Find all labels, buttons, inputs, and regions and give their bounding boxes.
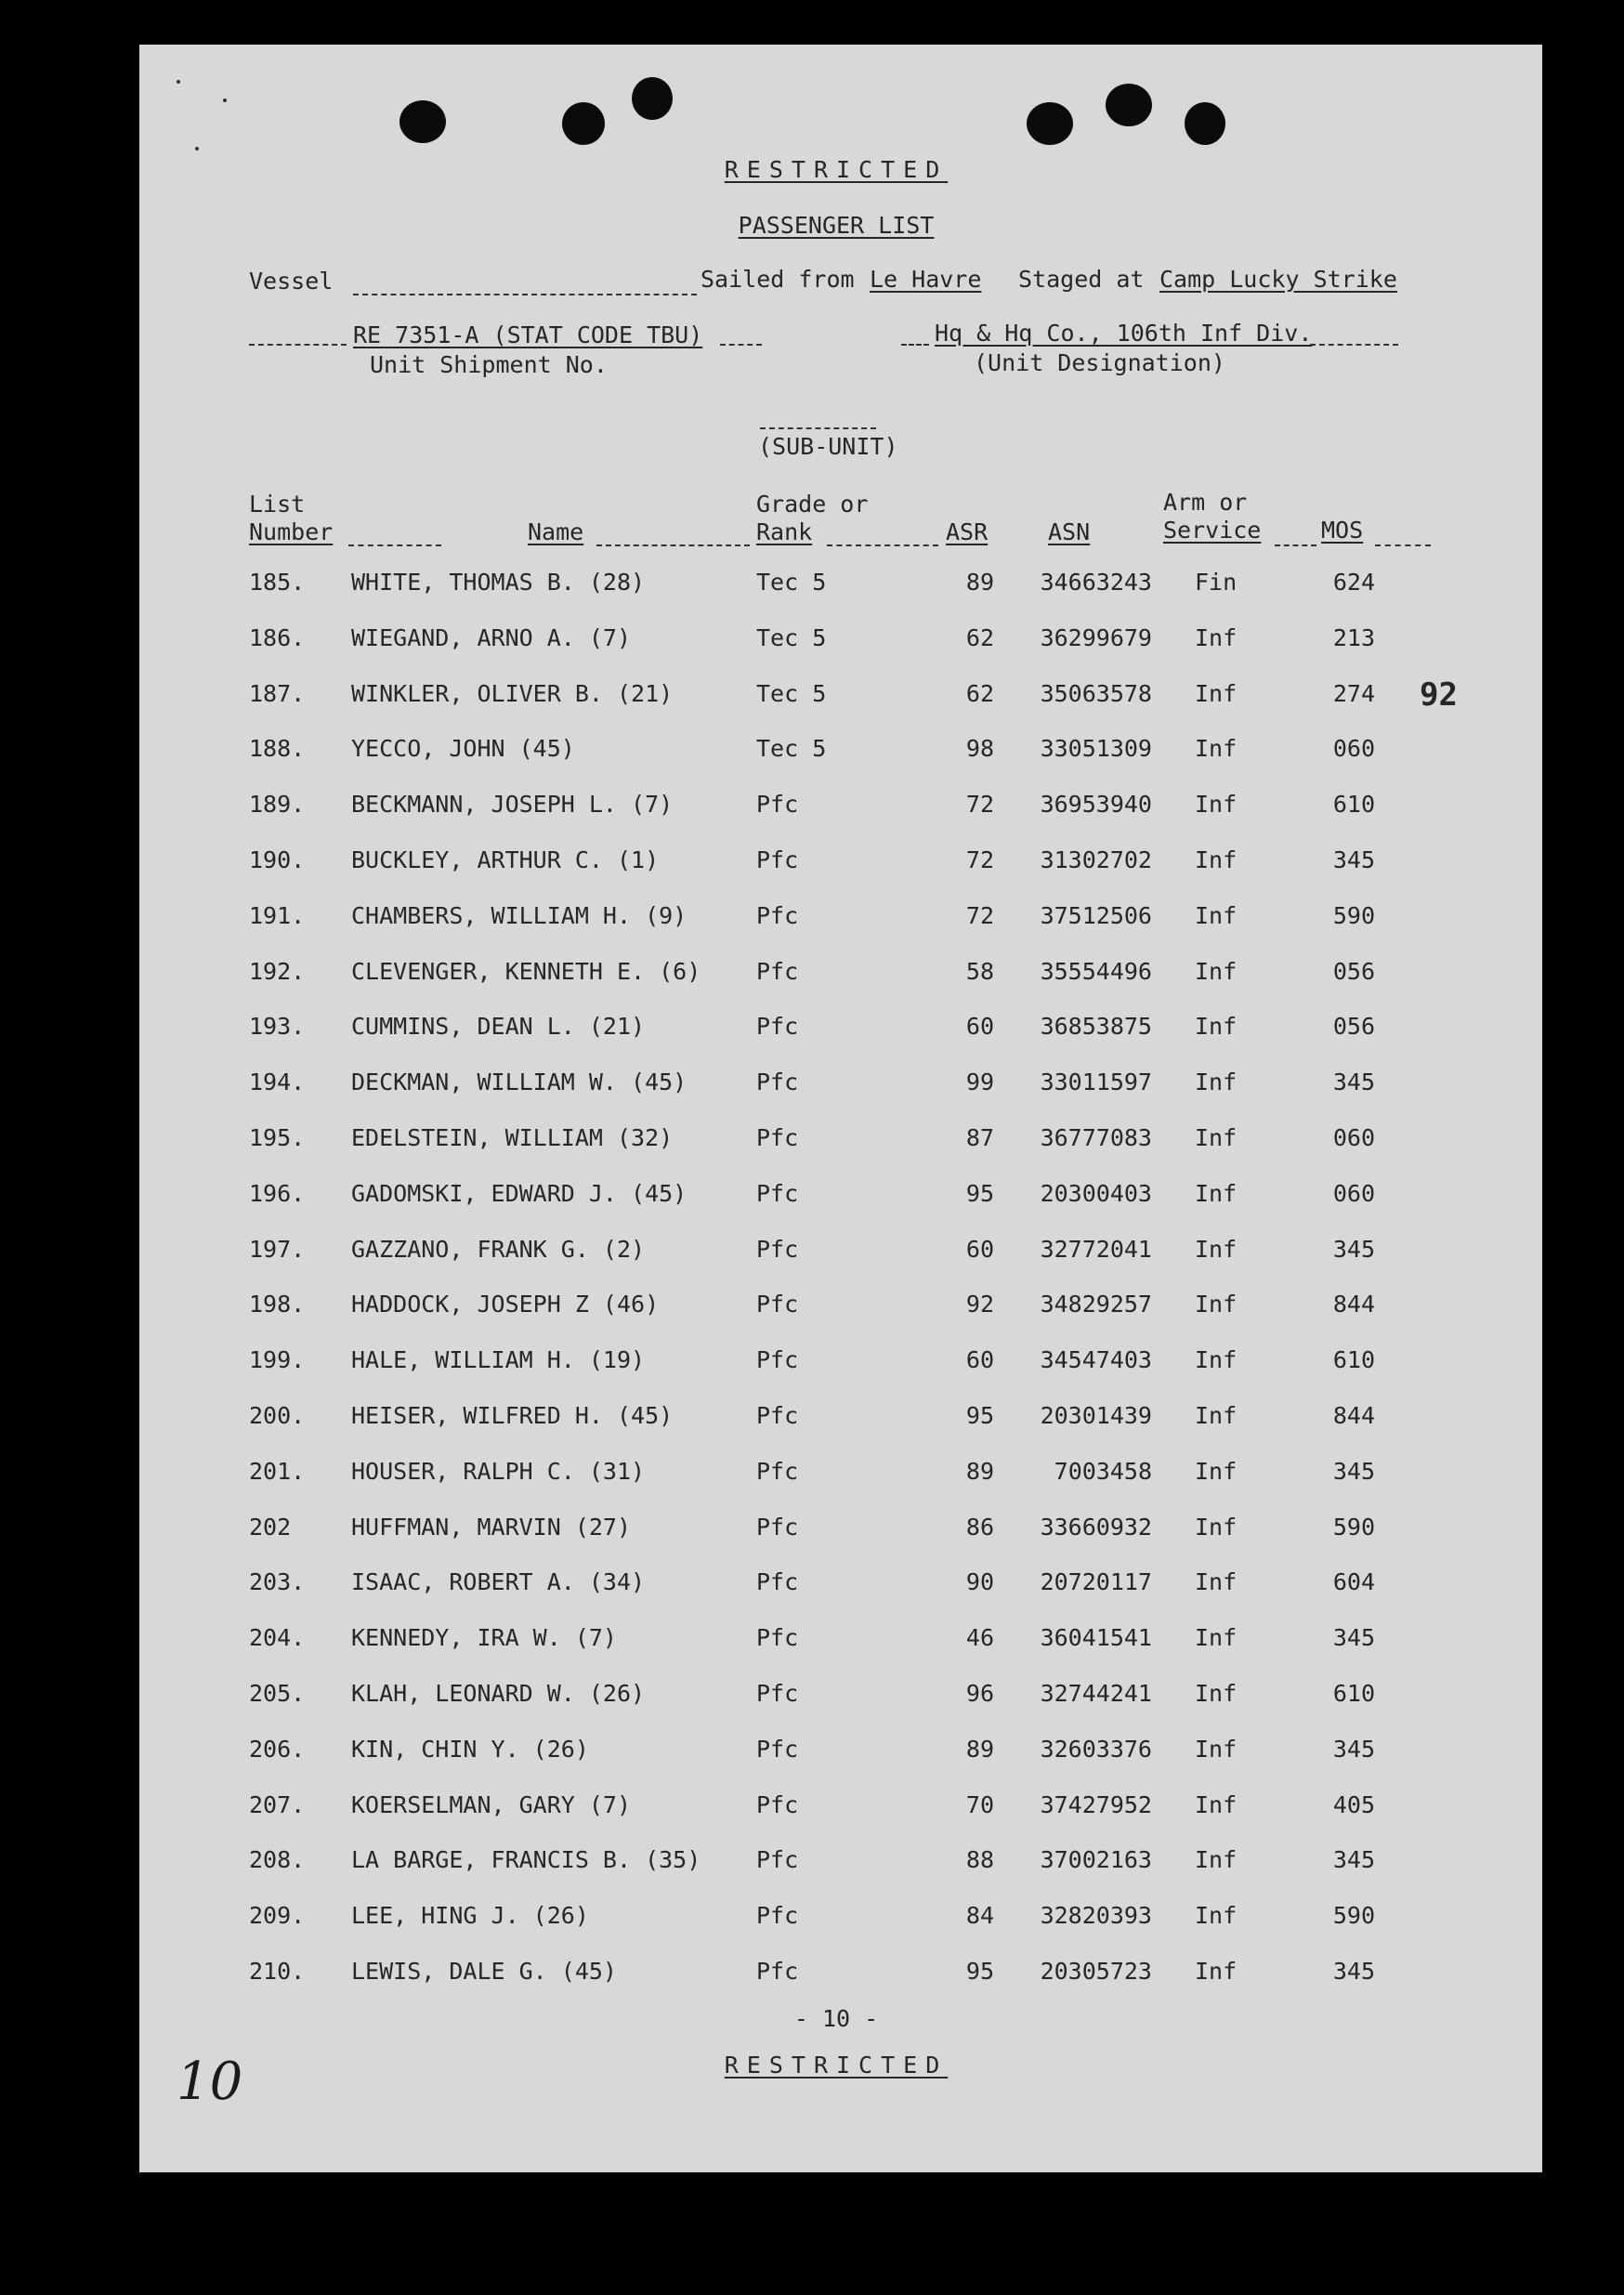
header-rule (827, 544, 938, 546)
arm-cell: Inf (1195, 1736, 1238, 1763)
table-row (139, 1346, 1542, 1384)
asr-cell: 60 (965, 1346, 994, 1373)
rank-cell: Pfc (756, 1069, 799, 1095)
list-number-cell: 201. (249, 1458, 306, 1485)
staged-label: Staged at (1018, 266, 1145, 293)
rank-cell: Pfc (756, 1514, 799, 1541)
arm-cell: Inf (1195, 1402, 1238, 1429)
unit-designation: Hq & Hq Co., 106th Inf Div. (935, 320, 1313, 347)
rank-cell: Tec 5 (756, 624, 827, 651)
asr-cell: 60 (965, 1236, 994, 1263)
asn-cell: 34829257 (1040, 1291, 1152, 1318)
header-rule (348, 544, 441, 546)
mos-cell: 590 (1332, 902, 1375, 929)
vessel-label: Vessel (249, 268, 334, 295)
rank-cell: Pfc (756, 1402, 799, 1429)
arm-cell: Inf (1195, 958, 1238, 985)
asr-cell: 72 (965, 791, 994, 818)
list-number-cell: 210. (249, 1958, 306, 1985)
table-row (139, 1736, 1542, 1773)
name-cell: LA BARGE, FRANCIS B. (35) (351, 1846, 701, 1873)
list-number-cell: 209. (249, 1902, 306, 1929)
punch-hole (1185, 102, 1225, 145)
arm-cell: Inf (1195, 1624, 1238, 1651)
asr-cell: 58 (965, 958, 994, 985)
mos-cell: 590 (1332, 1514, 1375, 1541)
classification-bottom: RESTRICTED (724, 2052, 949, 2079)
asr-cell: 89 (965, 569, 994, 596)
mos-cell: 345 (1332, 1846, 1375, 1873)
arm-cell: Inf (1195, 1124, 1238, 1151)
arm-cell: Inf (1195, 1458, 1238, 1485)
col-list-label: List (249, 491, 306, 518)
name-cell: CLEVENGER, KENNETH E. (6) (351, 958, 701, 985)
name-cell: LEWIS, DALE G. (45) (351, 1958, 617, 1985)
asn-cell: 32603376 (1040, 1736, 1152, 1763)
asn-cell: 34663243 (1040, 569, 1152, 596)
arm-cell: Inf (1195, 624, 1238, 651)
rank-cell: Pfc (756, 1013, 799, 1040)
list-number-cell: 185. (249, 569, 306, 596)
name-cell: HALE, WILLIAM H. (19) (351, 1346, 646, 1373)
list-number-cell: 206. (249, 1736, 306, 1763)
asn-cell: 7003458 (1054, 1458, 1152, 1485)
asr-cell: 95 (965, 1402, 994, 1429)
rank-cell: Tec 5 (756, 569, 827, 596)
list-number-cell: 202 (249, 1514, 292, 1541)
name-cell: ISAAC, ROBERT A. (34) (351, 1568, 646, 1595)
asn-cell: 36299679 (1040, 624, 1152, 651)
name-cell: WINKLER, OLIVER B. (21) (351, 680, 674, 707)
arm-cell: Inf (1195, 735, 1238, 762)
table-row (139, 735, 1542, 772)
col-name-header: Name (528, 518, 584, 545)
rank-cell: Tec 5 (756, 735, 827, 762)
arm-cell: Inf (1195, 902, 1238, 929)
rank-cell: Pfc (756, 1180, 799, 1207)
table-row (139, 1124, 1542, 1161)
rank-cell: Pfc (756, 1736, 799, 1763)
col-grade-label: Grade or (756, 491, 869, 518)
arm-cell: Inf (1195, 1069, 1238, 1095)
list-number-cell: 204. (249, 1624, 306, 1651)
shipment-label: Unit Shipment No. (370, 351, 608, 378)
table-row (139, 1902, 1542, 1939)
name-cell: HUFFMAN, MARVIN (27) (351, 1514, 632, 1541)
rank-cell: Tec 5 (756, 680, 827, 707)
asn-cell: 35063578 (1040, 680, 1152, 707)
col-asr-header: ASR (946, 518, 989, 545)
name-cell: BUCKLEY, ARTHUR C. (1) (351, 846, 660, 873)
table-row (139, 1458, 1542, 1495)
mos-cell: 060 (1332, 1124, 1375, 1151)
name-cell: GAZZANO, FRANK G. (2) (351, 1236, 646, 1263)
arm-cell: Inf (1195, 1958, 1238, 1985)
name-cell: WHITE, THOMAS B. (28) (351, 569, 646, 596)
name-cell: HADDOCK, JOSEPH Z (46) (351, 1291, 660, 1318)
asn-cell: 36853875 (1040, 1013, 1152, 1040)
list-number-cell: 191. (249, 902, 306, 929)
asn-cell: 36953940 (1040, 791, 1152, 818)
asr-cell: 62 (965, 680, 994, 707)
asn-cell: 37512506 (1040, 902, 1152, 929)
rank-cell: Pfc (756, 1902, 799, 1929)
asr-cell: 72 (965, 902, 994, 929)
asn-cell: 33011597 (1040, 1069, 1152, 1095)
name-cell: GADOMSKI, EDWARD J. (45) (351, 1180, 688, 1207)
punch-hole (1106, 84, 1152, 126)
classification-top: RESTRICTED (724, 156, 949, 183)
table-row (139, 624, 1542, 662)
arm-cell: Inf (1195, 1680, 1238, 1707)
list-number-cell: 188. (249, 735, 306, 762)
punch-hole (562, 102, 605, 145)
mos-cell: 213 (1332, 624, 1375, 651)
header-rule (1275, 544, 1316, 546)
arm-cell: Fin (1195, 569, 1238, 596)
rank-cell: Pfc (756, 1458, 799, 1485)
mos-cell: 844 (1332, 1402, 1375, 1429)
asn-cell: 37002163 (1040, 1846, 1152, 1873)
asn-cell: 31302702 (1040, 846, 1152, 873)
vessel-blank (353, 294, 697, 295)
col-service-header: Service (1163, 517, 1262, 544)
mos-cell: 060 (1332, 735, 1375, 762)
rank-cell: Pfc (756, 1568, 799, 1595)
asn-cell: 33051309 (1040, 735, 1152, 762)
asr-cell: 86 (965, 1514, 994, 1541)
table-row (139, 1846, 1542, 1883)
list-number-cell: 207. (249, 1791, 306, 1818)
page-number: - 10 - (793, 2005, 879, 2032)
table-row (139, 1568, 1542, 1606)
header-rule (1375, 544, 1431, 546)
table-row (139, 1069, 1542, 1106)
name-cell: DECKMAN, WILLIAM W. (45) (351, 1069, 688, 1095)
table-row (139, 1291, 1542, 1328)
list-number-cell: 208. (249, 1846, 306, 1873)
table-row (139, 1624, 1542, 1661)
list-number-cell: 193. (249, 1013, 306, 1040)
arm-cell: Inf (1195, 1180, 1238, 1207)
mos-cell: 345 (1332, 1958, 1375, 1985)
asr-cell: 87 (965, 1124, 994, 1151)
col-mos-header: MOS (1321, 517, 1364, 544)
rank-cell: Pfc (756, 1680, 799, 1707)
name-cell: KIN, CHIN Y. (26) (351, 1736, 589, 1763)
margin-note: 92 (1420, 676, 1458, 714)
name-cell: EDELSTEIN, WILLIAM (32) (351, 1124, 674, 1151)
asr-cell: 88 (965, 1846, 994, 1873)
name-cell: LEE, HING J. (26) (351, 1902, 589, 1929)
asr-cell: 98 (965, 735, 994, 762)
rank-cell: Pfc (756, 846, 799, 873)
mos-cell: 844 (1332, 1291, 1375, 1318)
col-asn-header: ASN (1048, 518, 1091, 545)
mos-cell: 056 (1332, 958, 1375, 985)
arm-cell: Inf (1195, 1902, 1238, 1929)
list-number-cell: 198. (249, 1291, 306, 1318)
table-row (139, 1236, 1542, 1273)
list-number-cell: 196. (249, 1180, 306, 1207)
mos-cell: 624 (1332, 569, 1375, 596)
staged-at-value: Camp Lucky Strike (1159, 266, 1397, 293)
col-arm-label: Arm or (1163, 489, 1248, 516)
punch-hole (1027, 102, 1073, 145)
asr-cell: 89 (965, 1458, 994, 1485)
rank-cell: Pfc (756, 1791, 799, 1818)
mos-cell: 610 (1332, 1346, 1375, 1373)
asr-cell: 62 (965, 624, 994, 651)
list-number-cell: 205. (249, 1680, 306, 1707)
name-cell: KOERSELMAN, GARY (7) (351, 1791, 632, 1818)
mos-cell: 345 (1332, 1236, 1375, 1263)
name-cell: KLAH, LEONARD W. (26) (351, 1680, 646, 1707)
unit-blank-right (1310, 344, 1398, 346)
name-cell: WIEGAND, ARNO A. (7) (351, 624, 632, 651)
list-number-cell: 200. (249, 1402, 306, 1429)
asn-cell: 20301439 (1040, 1402, 1152, 1429)
name-cell: CHAMBERS, WILLIAM H. (9) (351, 902, 688, 929)
speck (195, 147, 199, 151)
list-number-cell: 195. (249, 1124, 306, 1151)
mos-cell: 274 (1332, 680, 1375, 707)
arm-cell: Inf (1195, 846, 1238, 873)
asr-cell: 70 (965, 1791, 994, 1818)
asr-cell: 72 (965, 846, 994, 873)
rank-cell: Pfc (756, 1291, 799, 1318)
asn-cell: 36777083 (1040, 1124, 1152, 1151)
arm-cell: Inf (1195, 791, 1238, 818)
table-row (139, 958, 1542, 995)
asn-cell: 20720117 (1040, 1568, 1152, 1595)
table-row (139, 1791, 1542, 1829)
speck (223, 98, 227, 102)
mos-cell: 610 (1332, 791, 1375, 818)
rank-cell: Pfc (756, 1624, 799, 1651)
mos-cell: 345 (1332, 1069, 1375, 1095)
rank-cell: Pfc (756, 958, 799, 985)
rank-cell: Pfc (756, 902, 799, 929)
mos-cell: 610 (1332, 1680, 1375, 1707)
rank-cell: Pfc (756, 1236, 799, 1263)
name-cell: YECCO, JOHN (45) (351, 735, 575, 762)
asn-cell: 35554496 (1040, 958, 1152, 985)
mos-cell: 345 (1332, 1458, 1375, 1485)
asr-cell: 99 (965, 1069, 994, 1095)
name-cell: HEISER, WILFRED H. (45) (351, 1402, 674, 1429)
arm-cell: Inf (1195, 1846, 1238, 1873)
name-cell: HOUSER, RALPH C. (31) (351, 1458, 646, 1485)
list-number-cell: 199. (249, 1346, 306, 1373)
asr-cell: 46 (965, 1624, 994, 1651)
arm-cell: Inf (1195, 1013, 1238, 1040)
punch-hole (399, 100, 446, 143)
rank-cell: Pfc (756, 1846, 799, 1873)
table-row (139, 1514, 1542, 1551)
table-row (139, 846, 1542, 884)
list-number-cell: 189. (249, 791, 306, 818)
asn-cell: 32744241 (1040, 1680, 1152, 1707)
col-list-number-header: Number (249, 518, 334, 545)
header-rule (596, 544, 750, 546)
asn-cell: 20305723 (1040, 1958, 1152, 1985)
sailed-label: Sailed from (701, 266, 855, 293)
document-page (139, 45, 1542, 2172)
mos-cell: 590 (1332, 1902, 1375, 1929)
rank-cell: Pfc (756, 1124, 799, 1151)
shipment-blank-right (720, 344, 762, 346)
list-number-cell: 186. (249, 624, 306, 651)
arm-cell: Inf (1195, 1346, 1238, 1373)
asn-cell: 32820393 (1040, 1902, 1152, 1929)
list-number-cell: 197. (249, 1236, 306, 1263)
asr-cell: 90 (965, 1568, 994, 1595)
arm-cell: Inf (1195, 1291, 1238, 1318)
table-row (139, 1013, 1542, 1050)
asn-cell: 36041541 (1040, 1624, 1152, 1651)
list-number-cell: 203. (249, 1568, 306, 1595)
asn-cell: 33660932 (1040, 1514, 1152, 1541)
mos-cell: 345 (1332, 1736, 1375, 1763)
table-row (139, 1958, 1542, 1995)
table-row (139, 1680, 1542, 1717)
document-title: PASSENGER LIST (738, 212, 935, 239)
asn-cell: 20300403 (1040, 1180, 1152, 1207)
asr-cell: 92 (965, 1291, 994, 1318)
name-cell: BECKMANN, JOSEPH L. (7) (351, 791, 674, 818)
asn-cell: 32772041 (1040, 1236, 1152, 1263)
mos-cell: 345 (1332, 846, 1375, 873)
shipment-blank-left (249, 344, 347, 346)
asr-cell: 95 (965, 1180, 994, 1207)
shipment-number: RE 7351-A (STAT CODE TBU) (353, 321, 703, 348)
asr-cell: 60 (965, 1013, 994, 1040)
asn-cell: 37427952 (1040, 1791, 1152, 1818)
list-number-cell: 190. (249, 846, 306, 873)
arm-cell: Inf (1195, 1236, 1238, 1263)
asr-cell: 89 (965, 1736, 994, 1763)
mos-cell: 604 (1332, 1568, 1375, 1595)
sub-unit-blank (760, 427, 876, 429)
speck (177, 80, 180, 84)
mos-cell: 056 (1332, 1013, 1375, 1040)
table-row (139, 569, 1542, 606)
rank-cell: Pfc (756, 791, 799, 818)
table-row (139, 680, 1542, 717)
punch-hole (632, 77, 673, 120)
arm-cell: Inf (1195, 1514, 1238, 1541)
list-number-cell: 194. (249, 1069, 306, 1095)
table-row (139, 1180, 1542, 1217)
list-number-cell: 192. (249, 958, 306, 985)
asr-cell: 95 (965, 1958, 994, 1985)
asn-cell: 34547403 (1040, 1346, 1152, 1373)
rank-cell: Pfc (756, 1958, 799, 1985)
mos-cell: 345 (1332, 1624, 1375, 1651)
rank-cell: Pfc (756, 1346, 799, 1373)
col-rank-header: Rank (756, 518, 813, 545)
unit-blank-left (901, 344, 929, 346)
arm-cell: Inf (1195, 680, 1238, 707)
list-number-cell: 187. (249, 680, 306, 707)
name-cell: KENNEDY, IRA W. (7) (351, 1624, 617, 1651)
asr-cell: 96 (965, 1680, 994, 1707)
table-row (139, 791, 1542, 828)
table-row (139, 902, 1542, 939)
name-cell: CUMMINS, DEAN L. (21) (351, 1013, 646, 1040)
arm-cell: Inf (1195, 1791, 1238, 1818)
arm-cell: Inf (1195, 1568, 1238, 1595)
mos-cell: 405 (1332, 1791, 1375, 1818)
unit-designation-label: (Unit Designation) (974, 349, 1225, 376)
sailed-from-value: Le Havre (870, 266, 982, 293)
handwritten-page-number: 10 (177, 2052, 243, 2112)
table-row (139, 1402, 1542, 1439)
mos-cell: 060 (1332, 1180, 1375, 1207)
asr-cell: 84 (965, 1902, 994, 1929)
sub-unit-label: (SUB-UNIT) (758, 433, 898, 460)
